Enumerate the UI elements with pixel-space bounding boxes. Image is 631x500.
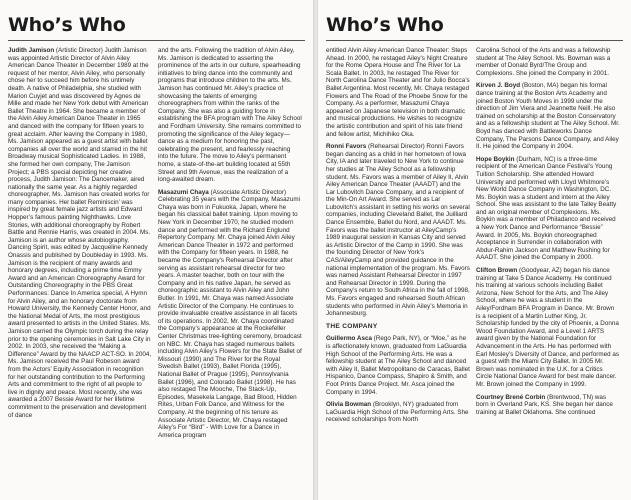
bio-paragraph [158,47,302,184]
bio-role: (Boston, MA) [520,82,559,90]
bio-role: (Goodyear, AZ) [517,267,562,275]
text-column [476,47,620,429]
bio-text: Celebrating 35 years with the Company, Masazumi Chaya was born in Fukuoka, Japan, where he began his classical ballet training. Upon moving to New York in December 1970, he studied modern dance and performed with the Richard Englund Repertory Company. Mr. Chaya joined Alvin Ailey American Dance Theater in 1972 and performed with the Company for fifteen years. In 1988, he became the Company’s Rehearsal Director after serving as assistant rehearsal director for two years. A master teacher, both on tour with the Company and in his native Japan, he served as choreographic assistant to Alvin Ailey and John Butler. In 1991, Mr. Chaya was named Associate Artistic Director of the Company. He continues to provide invaluable creative assistance in all facets of its operations. In 2002, Mr. Chaya coordinated the Company’s appearance at the Rockefeller Center Christmas tree-lighting ceremony, broadcast on NBC. Mr. Chaya has staged numerous ballets including Alvin Ailey’s Flowers for the State Ballet of Missouri (1990) and The River for the Royal Swedish Ballet (1993), Ballet Florida (1995), National Ballet of Prague (1995), Pennsylvania Ballet (1996), and Colorado Ballet (1998). He has also restaged The Mooche, The Stack-Up, Episodes, Masekela Langage, Bad Blood, Hidden Rites, Urban Folk Dance, and Witness for the Company. At the beginning of his tenure as Associate Artistic Director, Mr. Chaya restaged Ailey’s For “Bird” - With Love for a Dance in America program [158,196,302,439]
bio-paragraph [476,47,620,77]
bio-paragraph [476,394,620,417]
bio-text: Judith Jamison was appointed Artistic Director of Alvin Ailey American Dance Theater in December 1989 at the request of her mentor, Alvin Ailey, who personally chose her to succeed him before his untimely death. A native of Philadelphia, she studied with Marion Cuyjet and was discovered by Agnes de Mille and made her New York debut with American Ballet Theatre in 1964. She became a member of the Alvin Ailey American Dance Theater in 1965 and danced with the company for fifteen years to great acclaim. After leaving the Company in 1980, Ms. Jamison appeared as a guest artist with ballet companies all over the world and starred in the hit Broadway musical Sophisticated Ladies. In 1988, she formed her own company, The Jamison Project; a PBS special depicting her creative process, Judith Jamison: The Dancemaker, aired nationally the same year. As a highly regarded choreographer, Ms. Jamison has created works for many companies. Her ballet Reminiscin’ was inspired by great female jazz artists and Edward Hopper’s famous painting Nighthawks. Love Stories, with additional choreography by Robert Battle and Rennie Harris, was created in 2004. Ms. Jamison is an author whose autobiography, Dancing Spirit, was edited by Jacqueline Kennedy Onassis and published by Doubleday in 1993. Ms. Jamison is the recipient of many awards and honorary degrees, including a prime time Emmy Award and an American Choreography Award for Outstanding Choreography in the PBS Great Performances: Dance In America special, A Hymn for Alvin Ailey, and an honorary doctorate from Howard University, the Kennedy Center Honor, and the National Medal of Arts, the most prestigious award presented to artists in the United States. Ms. Jamison carried the Olympic torch during the relay prior to the opening ceremonies in Salt Lake City in 2002. In 2003, she received the “Making a Difference” Award by the NAACP ACT-SO. In 2004, Ms. Jamison received the Paul Robeson award from the Actors’ Equity Association in recognition for her outstanding contribution to the Performing Arts and commitment to the right of all people to live in dignity and peace. Most recently, she was awarded a 2007 Bessie Award for her lifetime commitment to the preservation and development of dance [8,47,152,419]
section-heading: THE COMPANY [326,322,378,330]
bio-text: graduated from LaGuardia High School of the Performing Arts. She received scholarships from North [326,401,469,424]
bio-text: Carolina School of the Arts and was a fellowship student at The Ailey School. Ms. Bowman was a member of Donald Byrd/The Group and Complexions. She joined the Company in 2001. [476,47,611,77]
bio-text: was born in Overland Park, KS. She began her dance training at Ballet Oklahoma. She continued [476,393,613,416]
bio-paragraph [326,335,470,396]
bio-name: Olivia Bowman [326,401,372,409]
text-column [8,47,152,444]
bio-role: (Associate Artistic Director) [208,188,287,196]
text-column [158,47,302,444]
bio-text: as he is affectionately known, graduated from LaGuardia High School of the Performing Arts. He was a fellowship student at The Ailey School and danced with Ailey II, Ballet Metropolitano de Caracas, Ballet Hispanico, Dance Compass, Shapiro & Smith, and Foot Prints Dance Project. Mr. Asca joined the Company in 1994. [326,335,470,396]
bio-name: Judith Jamison [8,47,55,54]
bio-name: Kirven J. Boyd [476,82,521,90]
left-page [0,0,313,500]
bio-text: is a three-time recipient of the American Dance Festival’s Young Tuition Scholarship. She attended Howard University and performed with Lloyd Whitmore’s New World Dance Company in Washington, DC. Ms. Boykin was a student and intern at the Ailey School. She was assistant to the late Talley Beatty and an original member of Complexions. Ms. Boykin was a member of Philadanco and received a New York Dance and Performance “Bessie” Award. In 2005, Ms. Boykin choreographed Acceptance in Surrender in collaboration with Abdur-Rahim Jackson and Matthew Rushing for AAADT. She joined the Company in 2000. [476,155,617,262]
bio-paragraph [326,143,470,318]
bio-paragraph [326,47,470,138]
bio-paragraph [476,267,620,389]
bio-role: (Artistic Director) [54,47,103,54]
column-group [8,47,305,444]
text-column [326,47,470,429]
bio-paragraph [158,189,302,440]
title-rule [8,40,305,41]
bio-role: (Brooklyn, NY) [371,401,414,409]
bio-text: and the arts. Following the tradition of Alvin Ailey, Ms. Jamison is dedicated to asserting the prominence of the arts in our culture, spearheading initiatives to bring dance into the community and programs that introduce children to the arts. Ms. Jamison has continued Mr. Ailey’s practice of showcasing the talents of emerging choreographers from within the ranks of the Company. She was also a guiding force in establishing the BFA program with The Ailey School and Fordham University. She remains committed to promoting the significance of the Ailey legacy—dance as a medium for honoring the past, celebrating the present, and fearlessly reaching into the future. The move to Ailey’s permanent home, a state-of-the-art building located at 55th Street and 9th Avenue, was the realization of a long-awaited dream. [158,47,302,184]
bio-paragraph [326,401,470,424]
bio-text: began his dance training at Take 5 Dance Academy. He continued his training at various schools including Ballet Arizona, New School for the Arts, and The Ailey School, where he was a student in the Ailey/Fordham BFA Program in Dance. Mr. Brown is a recipient of a Martin Luther King, Jr. Scholarship funded by the city of Phoenix, a Donna Wood Foundation Award, and a Level 1 ARTS award given by the National Foundation for Advancement in the Arts. He has performed with Earl Mosley’s Diversity of Dance, and performed as a guest with the Miami City Ballet. In 2005 Mr. Brown was nominated in the U.K. for a Critics Circle National Dance Award for best male dancer. Mr. Brown joined the Company in 1999. [476,267,620,388]
bio-name: Hope Boykin [476,155,515,163]
title-rule [326,40,623,41]
page-title: Who’s Who [8,14,126,36]
bio-name: Courtney Brené Corbin [476,393,546,401]
bio-text: began his formal dance training at the Boston Arts Academy and joined Boston Youth Moves in 1999 under the direction of Jim Viera and Jeannette Neill. He also trained on scholarship at the Boston Conservatory and as a fellowship student at The Ailey School. Mr. Boyd has danced with Battleworks Dance Company, The Parsons Dance Company, and Ailey II. He joined the Company in 2004. [476,82,620,151]
bio-paragraph [476,156,620,262]
bio-name: Masazumi Chaya [158,188,209,196]
bio-name: Guillermo Asca [326,335,372,343]
column-group [326,47,623,429]
bio-text: Ronni Favors began dancing as a child in her hometown of Iowa City, IA and later traveled to New York to continue her studies at The Ailey School as a fellowship student. Ms. Favors was a member of Ailey II, Alvin Ailey American Dance Theater (AAADT) and the Lar Lubovitch Dance Company, and a recipient of the Min-On Art Award. She served as Lar Lubovitch’s assistant in setting his works on several companies, including Cleveland Ballet, the Juilliard Dance Ensemble, Ballet du Nord, and AAADT. Ms. Favors was the ballet instructor at AileyCamp’s 1989 inaugural session in Kansas City and served as Artistic Director of the Camp in 1990. She was the founding Director of New York’s CAS/AileyCamp and provided guidance in the national implementation of the program. Ms. Favors was named Assistant Rehearsal Director in 1997 and Rehearsal Director in 1999. During the Company’s return to South Africa in the fall of 1998, Ms. Favors engaged and rehearsed South African students who performed in Alvin Ailey’s Memoria in Johannesburg. [326,143,470,318]
right-page [318,0,631,500]
page-title: Who’s Who [326,14,444,36]
bio-role: (Brentwood, TN) [545,393,594,401]
bio-role: (Rego Park, NY), or “Moe,” [371,335,449,343]
bio-text: entitled Alvin Ailey American Dance Theater: Steps Ahead. In 2000, he restaged Ailey’s Night Creature for the Rome Opera House and The River for La Scala Ballet. In 2003, he restaged The River for North Carolina Dance Theater and for Julio Bocca’s Ballet Argentina. Most recently, Mr. Chaya restaged Flowers and The Road of the Phoebe Snow for the Company. As a performer, Masazumi Chaya appeared on Japanese television in both dramatic and musical productions. He wishes to recognize the artistic contribution and spirit of his late friend and fellow artist, Michihiko Oka. [326,47,470,138]
bio-name: Clifton Brown [476,267,518,275]
bio-paragraph [476,82,620,150]
bio-paragraph [8,47,152,419]
bio-role: (Rehearsal Director) [366,143,425,151]
bio-role: (Durham, NC) [514,155,556,163]
bio-name: Ronni Favors [326,143,367,151]
